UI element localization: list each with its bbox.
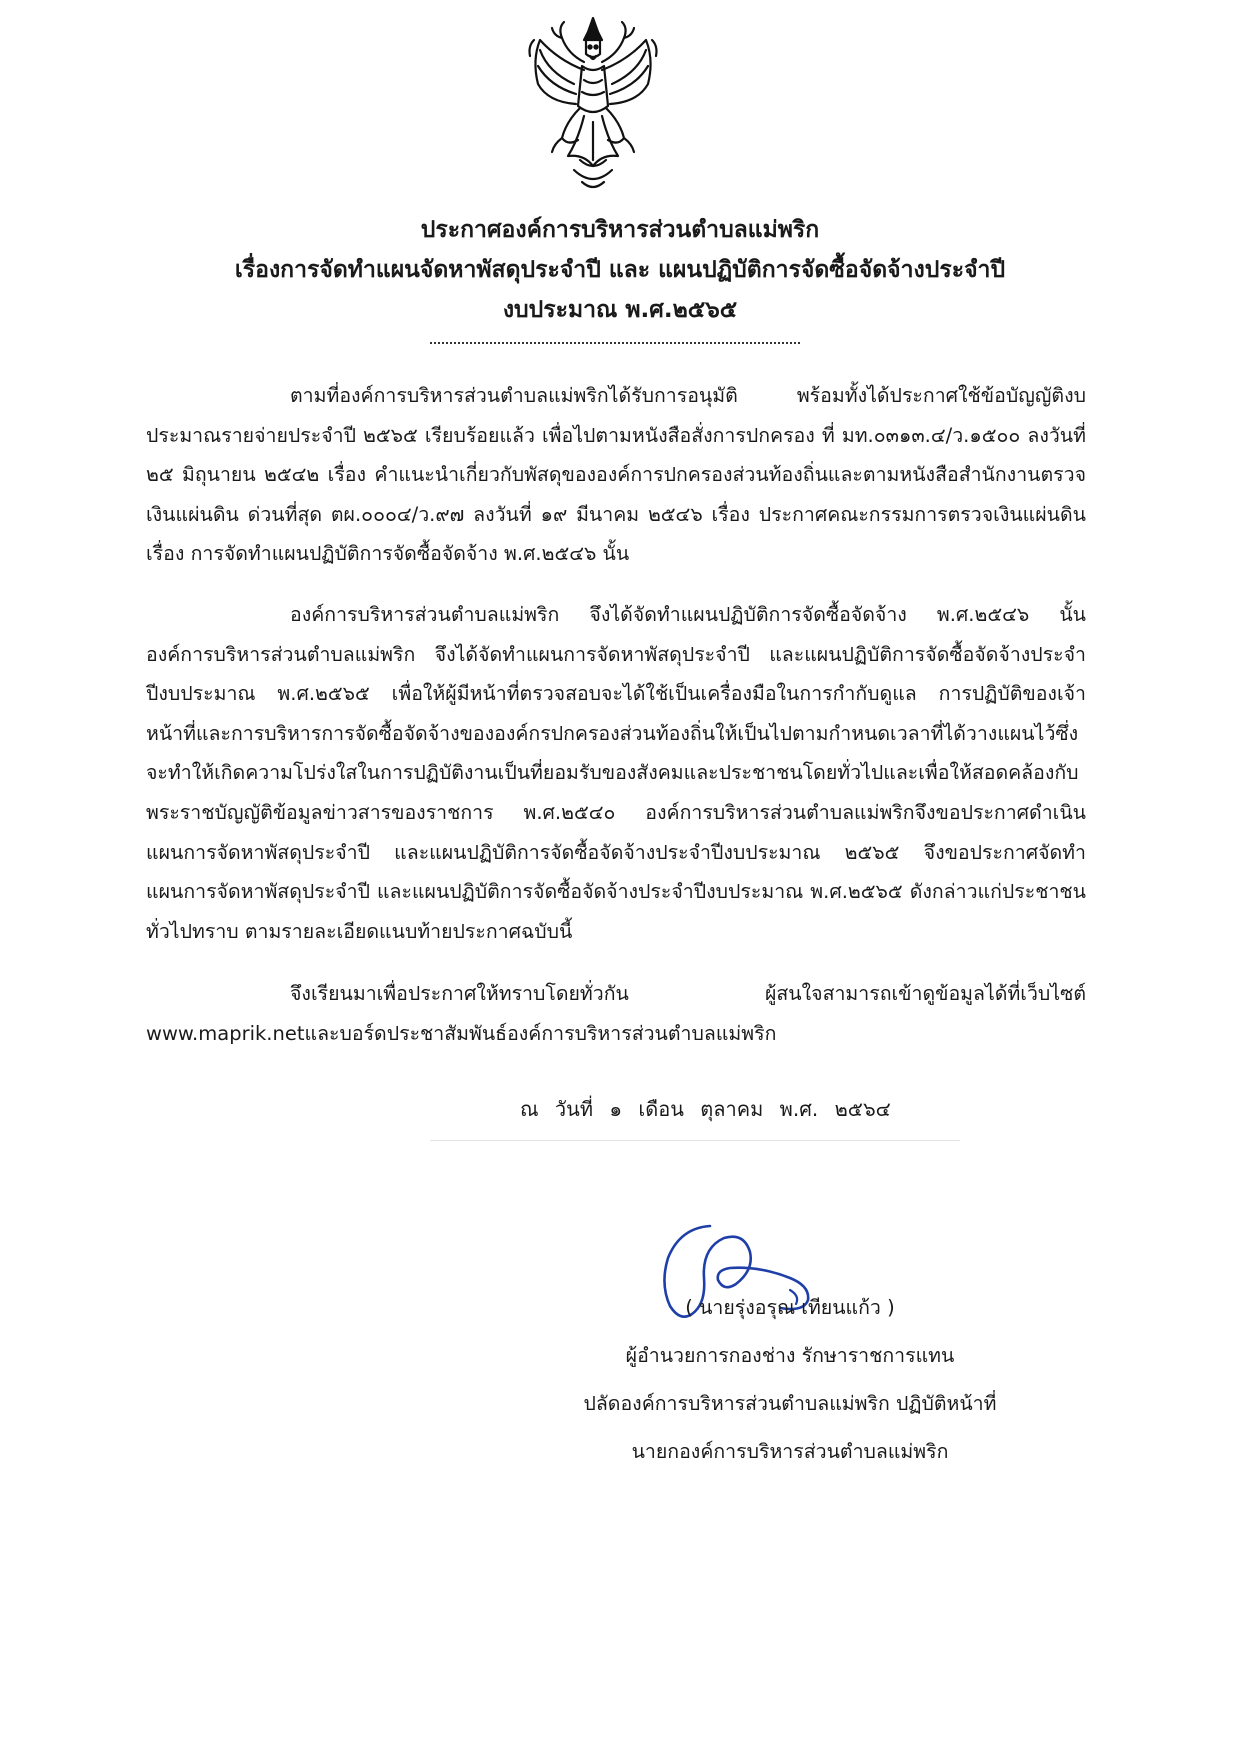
budget-year: งบประมาณ พ.ศ.๒๕๖๕ bbox=[502, 297, 738, 323]
announcement-subject: เรื่องการจัดทำแผนจัดหาพัสดุประจำปี และ แผนปฏิบัติการจัดซื้อจัดจ้างประจำปี bbox=[234, 257, 1006, 283]
signatory-name: ( นายรุ่งอรุณ เทียนแก้ว ) bbox=[685, 1296, 895, 1319]
announcement-date: ณ วันที่ ๑ เดือน ตุลาคม พ.ศ. ๒๕๖๔ bbox=[520, 1097, 891, 1121]
dotted-divider bbox=[430, 342, 800, 344]
signatory-position-3: นายกองค์การบริหารส่วนตำบลแม่พริก bbox=[631, 1440, 949, 1463]
announcement-title: ประกาศองค์การบริหารส่วนตำบลแม่พริก bbox=[420, 217, 820, 243]
signatory-position-1: ผู้อำนวยการกองช่าง รักษาราชการแทน bbox=[625, 1344, 955, 1367]
body-paragraph-1: ตามที่องค์การบริหารส่วนตำบลแม่พริกได้รับการอนุมัติ พร้อมทั้งได้ประกาศใช้ข้อบัญญัติงบประมาณรายจ่ายประจำปี ๒๕๖๕ เรียบร้อยแล้ว เพื่อไปตามหนังสือสั่งการปกครอง ที่ มท.๐๓๑๓.๔/ว.๑๕๐๐ ลงวันที่ ๒๕ มิถุนายน ๒๕๔๒ เรื่อง คำแนะนำเกี่ยวกับพัสดุขององค์การปกครองส่วนท้องถิ่นและตามหนังสือสำนักงานตรวจเงินแผ่นดิน ด่วนที่สุด ตผ.๐๐๐๔/ว.๙๗ ลงวันที่ ๑๙ มีนาคม ๒๕๔๖ เรื่อง ประกาศคณะกรรมการตรวจเงินแผ่นดิน เรื่อง การจัดทำแผนปฏิบัติการจัดซื้อจัดจ้าง พ.ศ.๒๕๔๖ นั้น bbox=[146, 384, 1086, 566]
faint-rule bbox=[430, 1140, 960, 1141]
garuda-emblem-icon bbox=[518, 10, 668, 200]
body-paragraph-3: จึงเรียนมาเพื่อประกาศให้ทราบโดยทั่วกัน ผู้สนใจสามารถเข้าดูข้อมูลได้ที่เว็บไซต์ www.maprik.netและบอร์ดประชาสัมพันธ์องค์การบริหารส่วนตำบลแม่พริก bbox=[146, 982, 1086, 1045]
body-paragraph-2: องค์การบริหารส่วนตำบลแม่พริก จึงได้จัดทำแผนปฏิบัติการจัดซื้อจัดจ้าง พ.ศ.๒๕๔๖ นั้น องค์การบริหารส่วนตำบลแม่พริก จึงได้จัดทำแผนการจัดหาพัสดุประจำปี และแผนปฏิบัติการจัดซื้อจัดจ้างประจำปีงบประมาณ พ.ศ.๒๕๖๕ เพื่อให้ผู้มีหน้าที่ตรวจสอบจะได้ใช้เป็นเครื่องมือในการกำกับดูแล การปฏิบัติของเจ้าหน้าที่และการบริหารการจัดซื้อจัดจ้างขององค์กรปกครองส่วนท้องถิ่นให้เป็นไปตามกำหนดเวลาที่ได้วางแผนไว้ซึ่งจะทำให้เกิดความโปร่งใสในการปฏิบัติงานเป็นที่ยอมรับของสังคมและประชาชนโดยทั่วไปและเพื่อให้สอดคล้องกับพระราชบัญญัติข้อมูลข่าวสารของราชการ พ.ศ.๒๕๔๐ องค์การบริหารส่วนตำบลแม่พริกจึงขอประกาศดำเนินแผนการจัดหาพัสดุประจำปี และแผนปฏิบัติการจัดซื้อจัดจ้างประจำปีงบประมาณ ๒๕๖๕ จึงขอประกาศจัดทำแผนการจัดหาพัสดุประจำปี และแผนปฏิบัติการจัดซื้อจัดจ้างประจำปีงบประมาณ พ.ศ.๒๕๖๕ ดังกล่าวแก่ประชาชนทั่วไปทราบ ตามรายละเอียดแนบท้ายประกาศฉบับนี้ bbox=[146, 603, 1086, 943]
signatory-position-2: ปลัดองค์การบริหารส่วนตำบลแม่พริก ปฏิบัติหน้าที่ bbox=[583, 1392, 997, 1415]
